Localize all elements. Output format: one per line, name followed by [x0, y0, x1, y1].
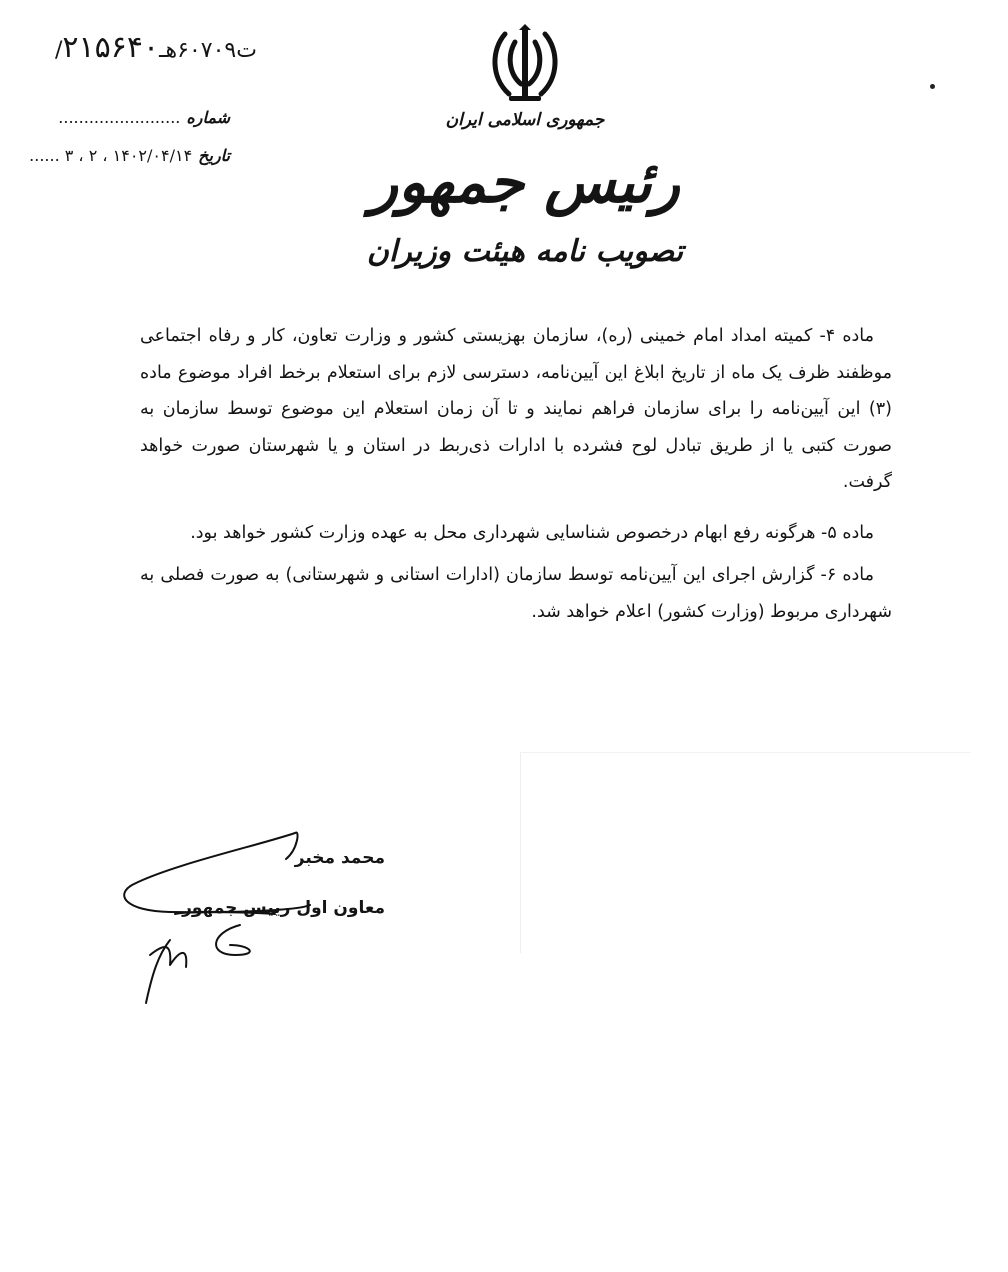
document-body: [140, 318, 892, 636]
resolution-heading: تصویب نامه هیئت وزیران: [366, 234, 684, 269]
republic-heading: جمهوری اسلامی ایران: [445, 110, 605, 130]
article-6: ماده ۶- گزارش اجرای این آیین‌نامه توسط سازمان (ادارات استانی و شهرستانی) به صورت فصلی به شهرداری مربوط (وزارت کشور) اعلام خواهد شد.: [140, 565, 892, 622]
number-label: شماره: [186, 108, 230, 127]
reference-number-small: /ت۶۰۷۰۹هـ: [55, 38, 257, 63]
article-5: ماده ۵- هرگونه رفع ابهام درخصوص شناسایی شهرداری محل به عهده وزارت کشور خواهد بود.: [190, 522, 874, 543]
date-label: تاریخ: [198, 146, 230, 165]
iran-emblem-icon: [487, 22, 563, 104]
signer-title: معاون اول رییس جمهور: [182, 898, 385, 918]
scan-dot: [930, 84, 935, 89]
signer-name: محمد مخبر: [294, 848, 385, 868]
article-4: ماده ۴- کمیته امداد امام خمینی (ره)، سازمان بهزیستی کشور و وزارت تعاون، کار و رفاه اجتماعی موظفند ظرف یک ماه از تاریخ ابلاغ این آیین‌نامه، دسترسی لازم برای استعلام برخط افراد موضوع ماده (۳) این آیین‌نامه را برای سازمان فراهم نمایند و تا آن زمان استعلام این موضوع توسط سازمان به صورت کتبی یا از طریق تبادل لوح فشرده با ادارات ذی‌ربط در استان و یا شهرستان صورت خواهد گرفت.: [140, 326, 892, 492]
reference-number: [55, 30, 295, 64]
date-value: ۱۴۰۲/۰۴/۱۴ ، ۲ ، ۳ ......: [29, 146, 193, 165]
scan-artifact: [520, 752, 971, 953]
number-field: [50, 108, 230, 134]
reference-number-big: ۲۱۵۶۴۰: [62, 30, 160, 65]
president-heading: رئیس جمهور: [370, 148, 680, 216]
number-value: ........................: [58, 108, 181, 127]
handwritten-signature: [110, 815, 410, 1015]
date-field: [29, 146, 230, 172]
